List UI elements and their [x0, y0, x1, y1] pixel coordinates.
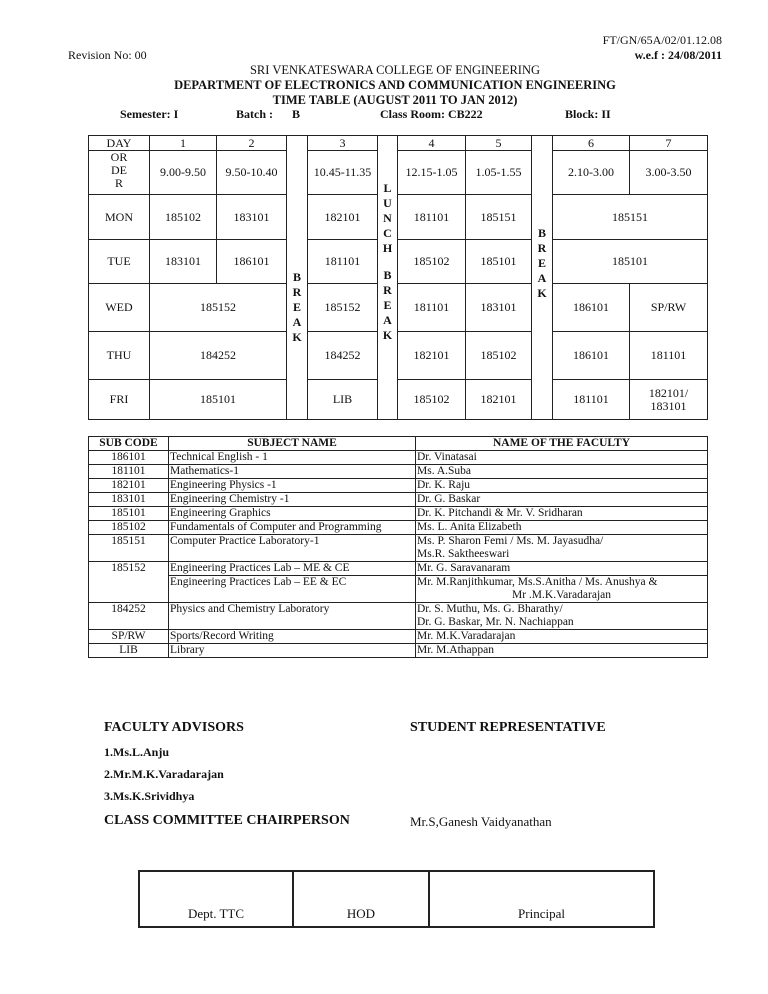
- signature-principal: Principal: [429, 871, 654, 927]
- slot: 186101: [553, 284, 630, 332]
- day-wednesday: WED: [89, 284, 150, 332]
- classroom-label: Class Room: CB222: [380, 107, 483, 121]
- faculty-advisors-heading: FACULTY ADVISORS: [104, 720, 244, 735]
- slot: 184252: [150, 332, 287, 380]
- timetable-title: TIME TABLE (AUGUST 2011 TO JAN 2012): [272, 93, 518, 107]
- slot: 181101: [308, 240, 378, 284]
- period-7: 7: [630, 136, 708, 151]
- slot: 181101: [553, 380, 630, 420]
- row-monday: [89, 195, 708, 240]
- row-wednesday: [89, 284, 708, 332]
- row-friday: [89, 380, 708, 420]
- table-row: LIB Library Mr. M.Athappan: [89, 644, 708, 658]
- slot: 185102: [150, 195, 217, 240]
- slot: 185151: [553, 195, 708, 240]
- row-thursday: [89, 332, 708, 380]
- header-sub-code: SUB CODE: [89, 437, 169, 451]
- row-tuesday: [89, 240, 708, 284]
- period-3: 3: [308, 136, 378, 151]
- table-row: 185101 Engineering Graphics Dr. K. Pitchandi & Mr. V. Sridharan: [89, 507, 708, 521]
- time-7: 3.00-3.50: [630, 151, 708, 195]
- slot: 181101: [630, 332, 708, 380]
- slot: 185102: [466, 332, 532, 380]
- subject-table: [88, 436, 708, 658]
- subject-table-header: [89, 437, 708, 451]
- slot: 182101: [308, 195, 378, 240]
- slot: 182101: [398, 332, 466, 380]
- table-row: 181101 Mathematics-1 Ms. A.Suba: [89, 465, 708, 479]
- period-4: 4: [398, 136, 466, 151]
- advisor-2: 2.Mr.M.K.Varadarajan: [104, 767, 224, 781]
- day-header: DAY: [89, 136, 150, 151]
- slot: 185152: [150, 284, 287, 332]
- time-6: 2.10-3.00: [553, 151, 630, 195]
- table-row: 185102 Fundamentals of Computer and Programming Ms. L. Anita Elizabeth: [89, 521, 708, 535]
- semester-label: Semester: I: [120, 107, 179, 121]
- period-2: 2: [217, 136, 287, 151]
- time-2: 9.50-10.40: [217, 151, 287, 195]
- table-row: 184252 Physics and Chemistry Laboratory Dr. S. Muthu, Ms. G. Bharathy/ Dr. G. Baskar, Mr. N. Nachiappan: [89, 603, 708, 630]
- time-1: 9.00-9.50: [150, 151, 217, 195]
- slot: 183101: [466, 284, 532, 332]
- college-name: SRI VENKATESWARA COLLEGE OF ENGINEERING: [249, 63, 541, 77]
- slot: LIB: [308, 380, 378, 420]
- table-row: 186101 Technical English - 1 Dr. Vinatasai: [89, 451, 708, 465]
- batch-label: Batch :: [236, 107, 273, 121]
- day-monday: MON: [89, 195, 150, 240]
- batch-value: B: [292, 107, 301, 121]
- header-faculty: NAME OF THE FACULTY: [416, 437, 708, 451]
- effective-date: w.e.f : 24/08/2011: [634, 48, 722, 62]
- header-subject-name: SUBJECT NAME: [169, 437, 416, 451]
- table-row: 185151 Computer Practice Laboratory-1 Ms. P. Sharon Femi / Ms. M. Jayasudha/ Ms.R. Saktheeswari: [89, 535, 708, 562]
- time-4: 12.15-1.05: [398, 151, 466, 195]
- block-label: Block: II: [565, 107, 611, 121]
- time-3: 10.45-11.35: [308, 151, 378, 195]
- timetable: [88, 135, 708, 420]
- period-time-row: [89, 151, 708, 195]
- table-row: 182101 Engineering Physics -1 Dr. K. Raju: [89, 479, 708, 493]
- slot: 185101: [150, 380, 287, 420]
- slot: 185151: [466, 195, 532, 240]
- signature-box: [138, 870, 655, 928]
- revision-number: Revision No: 00: [68, 48, 147, 62]
- morning-break-column: B R E A K: [287, 136, 308, 420]
- signature-hod: HOD: [293, 871, 429, 927]
- slot: 186101: [553, 332, 630, 380]
- period-1: 1: [150, 136, 217, 151]
- department-name: DEPARTMENT OF ELECTRONICS AND COMMUNICATION ENGINEERING: [174, 78, 616, 92]
- advisor-1: 1.Ms.L.Anju: [104, 745, 170, 759]
- slot: 185102: [398, 240, 466, 284]
- slot: 181101: [398, 284, 466, 332]
- slot: 182101/ 183101: [630, 380, 708, 420]
- period-5: 5: [466, 136, 532, 151]
- period-number-row: [89, 136, 708, 151]
- chairperson-name: Mr.S,Ganesh Vaidyanathan: [410, 814, 552, 829]
- chairperson-heading: CLASS COMMITTEE CHAIRPERSON: [104, 813, 350, 828]
- day-header-continued: OR DE R: [89, 151, 150, 195]
- student-representative-heading: STUDENT REPRESENTATIVE: [410, 720, 606, 735]
- slot: 181101: [398, 195, 466, 240]
- table-row: SP/RW Sports/Record Writing Mr. M.K.Varadarajan: [89, 630, 708, 644]
- doc-reference: FT/GN/65A/02/01.12.08: [602, 33, 722, 47]
- slot: 182101: [466, 380, 532, 420]
- slot: SP/RW: [630, 284, 708, 332]
- table-row: Engineering Practices Lab – EE & EC Mr. M.Ranjithkumar, Ms.S.Anitha / Ms. Anushya & Mr .M.K.Varadarajan: [89, 576, 708, 603]
- slot: 185101: [553, 240, 708, 284]
- slot: 185102: [398, 380, 466, 420]
- day-thursday: THU: [89, 332, 150, 380]
- lunch-break-column: L U N C H B R E A K: [378, 136, 398, 420]
- slot: 184252: [308, 332, 378, 380]
- day-friday: FRI: [89, 380, 150, 420]
- advisor-3: 3.Ms.K.Srividhya: [104, 789, 195, 803]
- signature-dept-ttc: Dept. TTC: [139, 871, 293, 927]
- slot: 183101: [150, 240, 217, 284]
- period-6: 6: [553, 136, 630, 151]
- table-row: 183101 Engineering Chemistry -1 Dr. G. Baskar: [89, 493, 708, 507]
- slot: 183101: [217, 195, 287, 240]
- afternoon-break-column: B R E A K: [532, 136, 553, 420]
- slot: 186101: [217, 240, 287, 284]
- slot: 185101: [466, 240, 532, 284]
- day-tuesday: TUE: [89, 240, 150, 284]
- table-row: 185152 Engineering Practices Lab – ME & CE Mr. G. Saravanaram: [89, 562, 708, 576]
- slot: 185152: [308, 284, 378, 332]
- time-5: 1.05-1.55: [466, 151, 532, 195]
